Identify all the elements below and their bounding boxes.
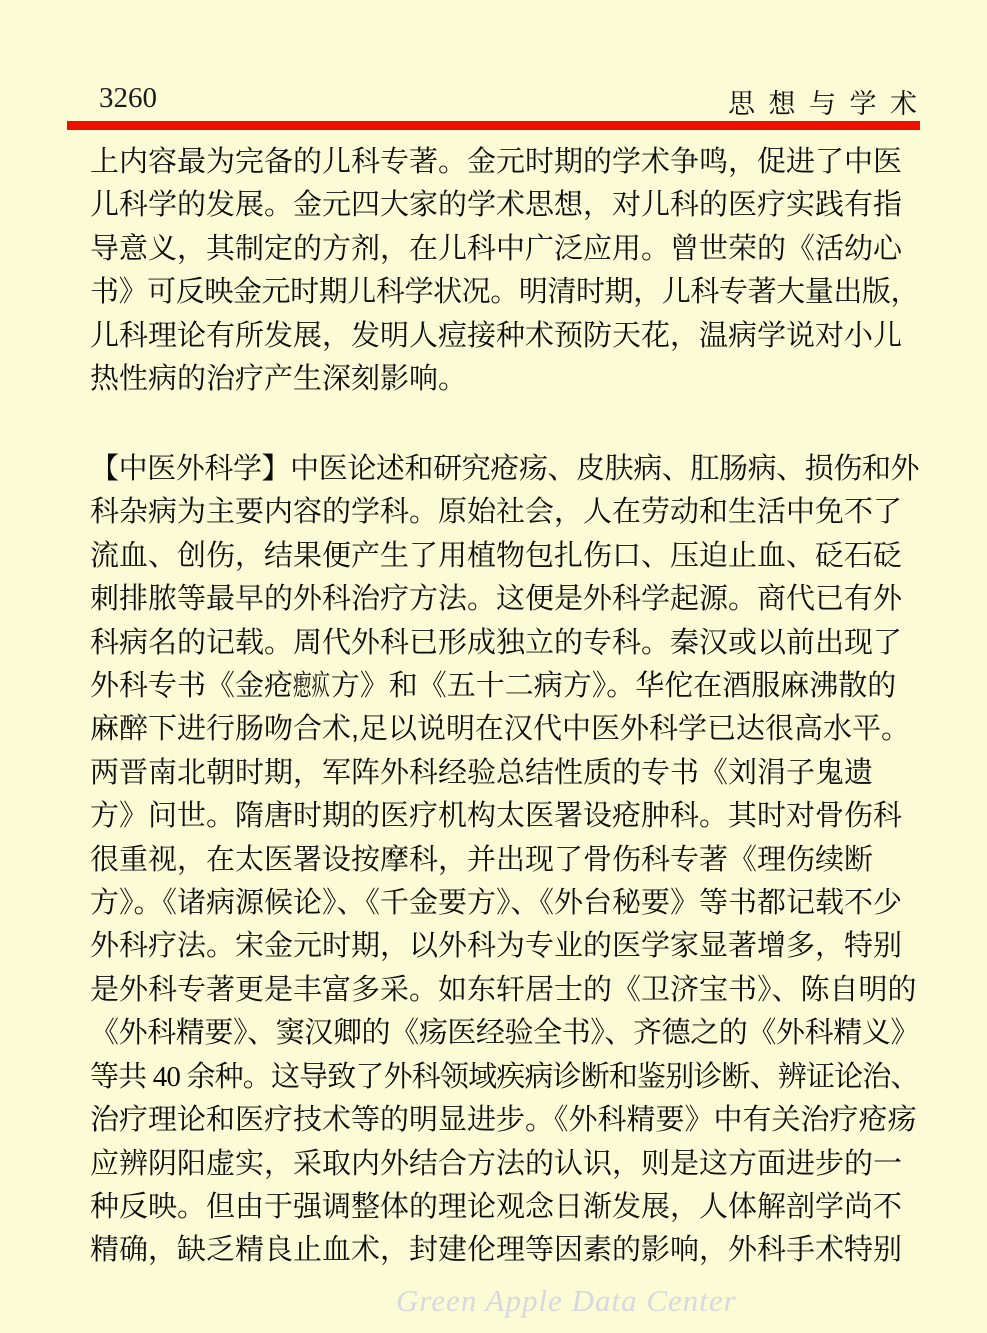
text-line: 【中医外科学】中医论述和研究疮疡、皮肤病、肛肠病、损伤和外 (90, 453, 920, 485)
text-line: 科杂病为主要内容的学科。原始社会，人在劳动和生活中免不了 (90, 496, 903, 529)
text-line: 导意义，其制定的方剂，在儿科中广泛应用。曾世荣的《活幼心 (90, 232, 903, 265)
text-line: 方》问世。隋唐时期的医疗机构太医署设疮肿科。其时对骨伤科 (90, 800, 903, 833)
text-line: 方》。《诸病源候论》、《千金要方》、《外台秘要》等书都记载不少 (90, 887, 903, 920)
text-line: 精确，缺乏精良止血术，封建伦理等因素的影响，外科手术特别 (90, 1234, 903, 1267)
text-line: 两晋南北朝时期，军阵外科经验总结性质的专书《刘涓子鬼遗 (90, 756, 874, 789)
header-rule-divider (67, 121, 920, 130)
paragraph-pediatrics-continuation (90, 141, 919, 401)
text-line: 外科疗法。宋金元时期，以外科为专业的医学家显著增多，特别 (90, 930, 903, 963)
watermark-text: Green Apple Data Center (396, 1283, 737, 1318)
text-line: 治疗理论和医疗技术等的明显进步。《外科精要》中有关治疗疮疡 (90, 1104, 917, 1137)
condensed-span: 瘛疭 (293, 670, 331, 703)
text-line: 刺排脓等最早的外科治疗方法。这便是外科学起源。商代已有外 (90, 583, 903, 616)
text-line: 是外科专著更是丰富多采。如东轩居士的《卫济宝书》、陈自明的 (90, 973, 917, 1006)
text-line: 外科专书《金疮瘛疭方》和《五十二病方》。华佗在酒服麻沸散的 (90, 665, 919, 708)
text-line: 《外科精要》、窦汉卿的《疡医经验全书》、齐德之的《外科精义》 (90, 1017, 920, 1050)
text-line: 书》可反映金元时期儿科学状况。明清时期，儿科专著大量出版， (90, 276, 920, 309)
text-line: 热性病的治疗产生深刻影响。 (90, 363, 468, 396)
paragraph-tcm-surgery-entry (90, 448, 919, 1273)
num-serif-span: 40 (146, 1060, 187, 1093)
text-line: 应辨阴阳虚实，采取内外结合方法的认识，则是这方面进步的一 (90, 1147, 903, 1180)
text-line: 儿科学的发展。金元四大家的学术思想，对儿科的医疗实践有指 (90, 189, 903, 222)
page-number: 3260 (99, 82, 157, 114)
text-line: 科病名的记载。周代外科已形成独立的专科。秦汉或以前出现了 (90, 626, 903, 659)
bold-head-span: 【中医外科学】 (90, 453, 291, 485)
text-line: 等共 40 余种。这导致了外科领域疾病诊断和鉴别诊断、辨证论治、 (90, 1060, 919, 1093)
text-line: 流血、创伤，结果便产生了用植物包扎伤口、压迫止血、砭石砭 (90, 539, 903, 572)
text-line: 很重视，在太医署设按摩科，并出现了骨伤科专著《理伤续断 (90, 843, 874, 876)
text-line: 儿科理论有所发展，发明人痘接种术预防天花，温病学说对小儿 (90, 319, 903, 352)
text-line: 上内容最为完备的儿科专著。金元时期的学术争鸣，促进了中医 (90, 146, 903, 178)
running-head-title: 思 想 与 学 术 (727, 89, 920, 119)
text-line: 麻醉下进行肠吻合术,足以说明在汉代中医外科学已达很高水平。 (90, 713, 911, 746)
text-line: 种反映。但由于强调整体的理论观念日渐发展，人体解剖学尚不 (90, 1190, 903, 1223)
